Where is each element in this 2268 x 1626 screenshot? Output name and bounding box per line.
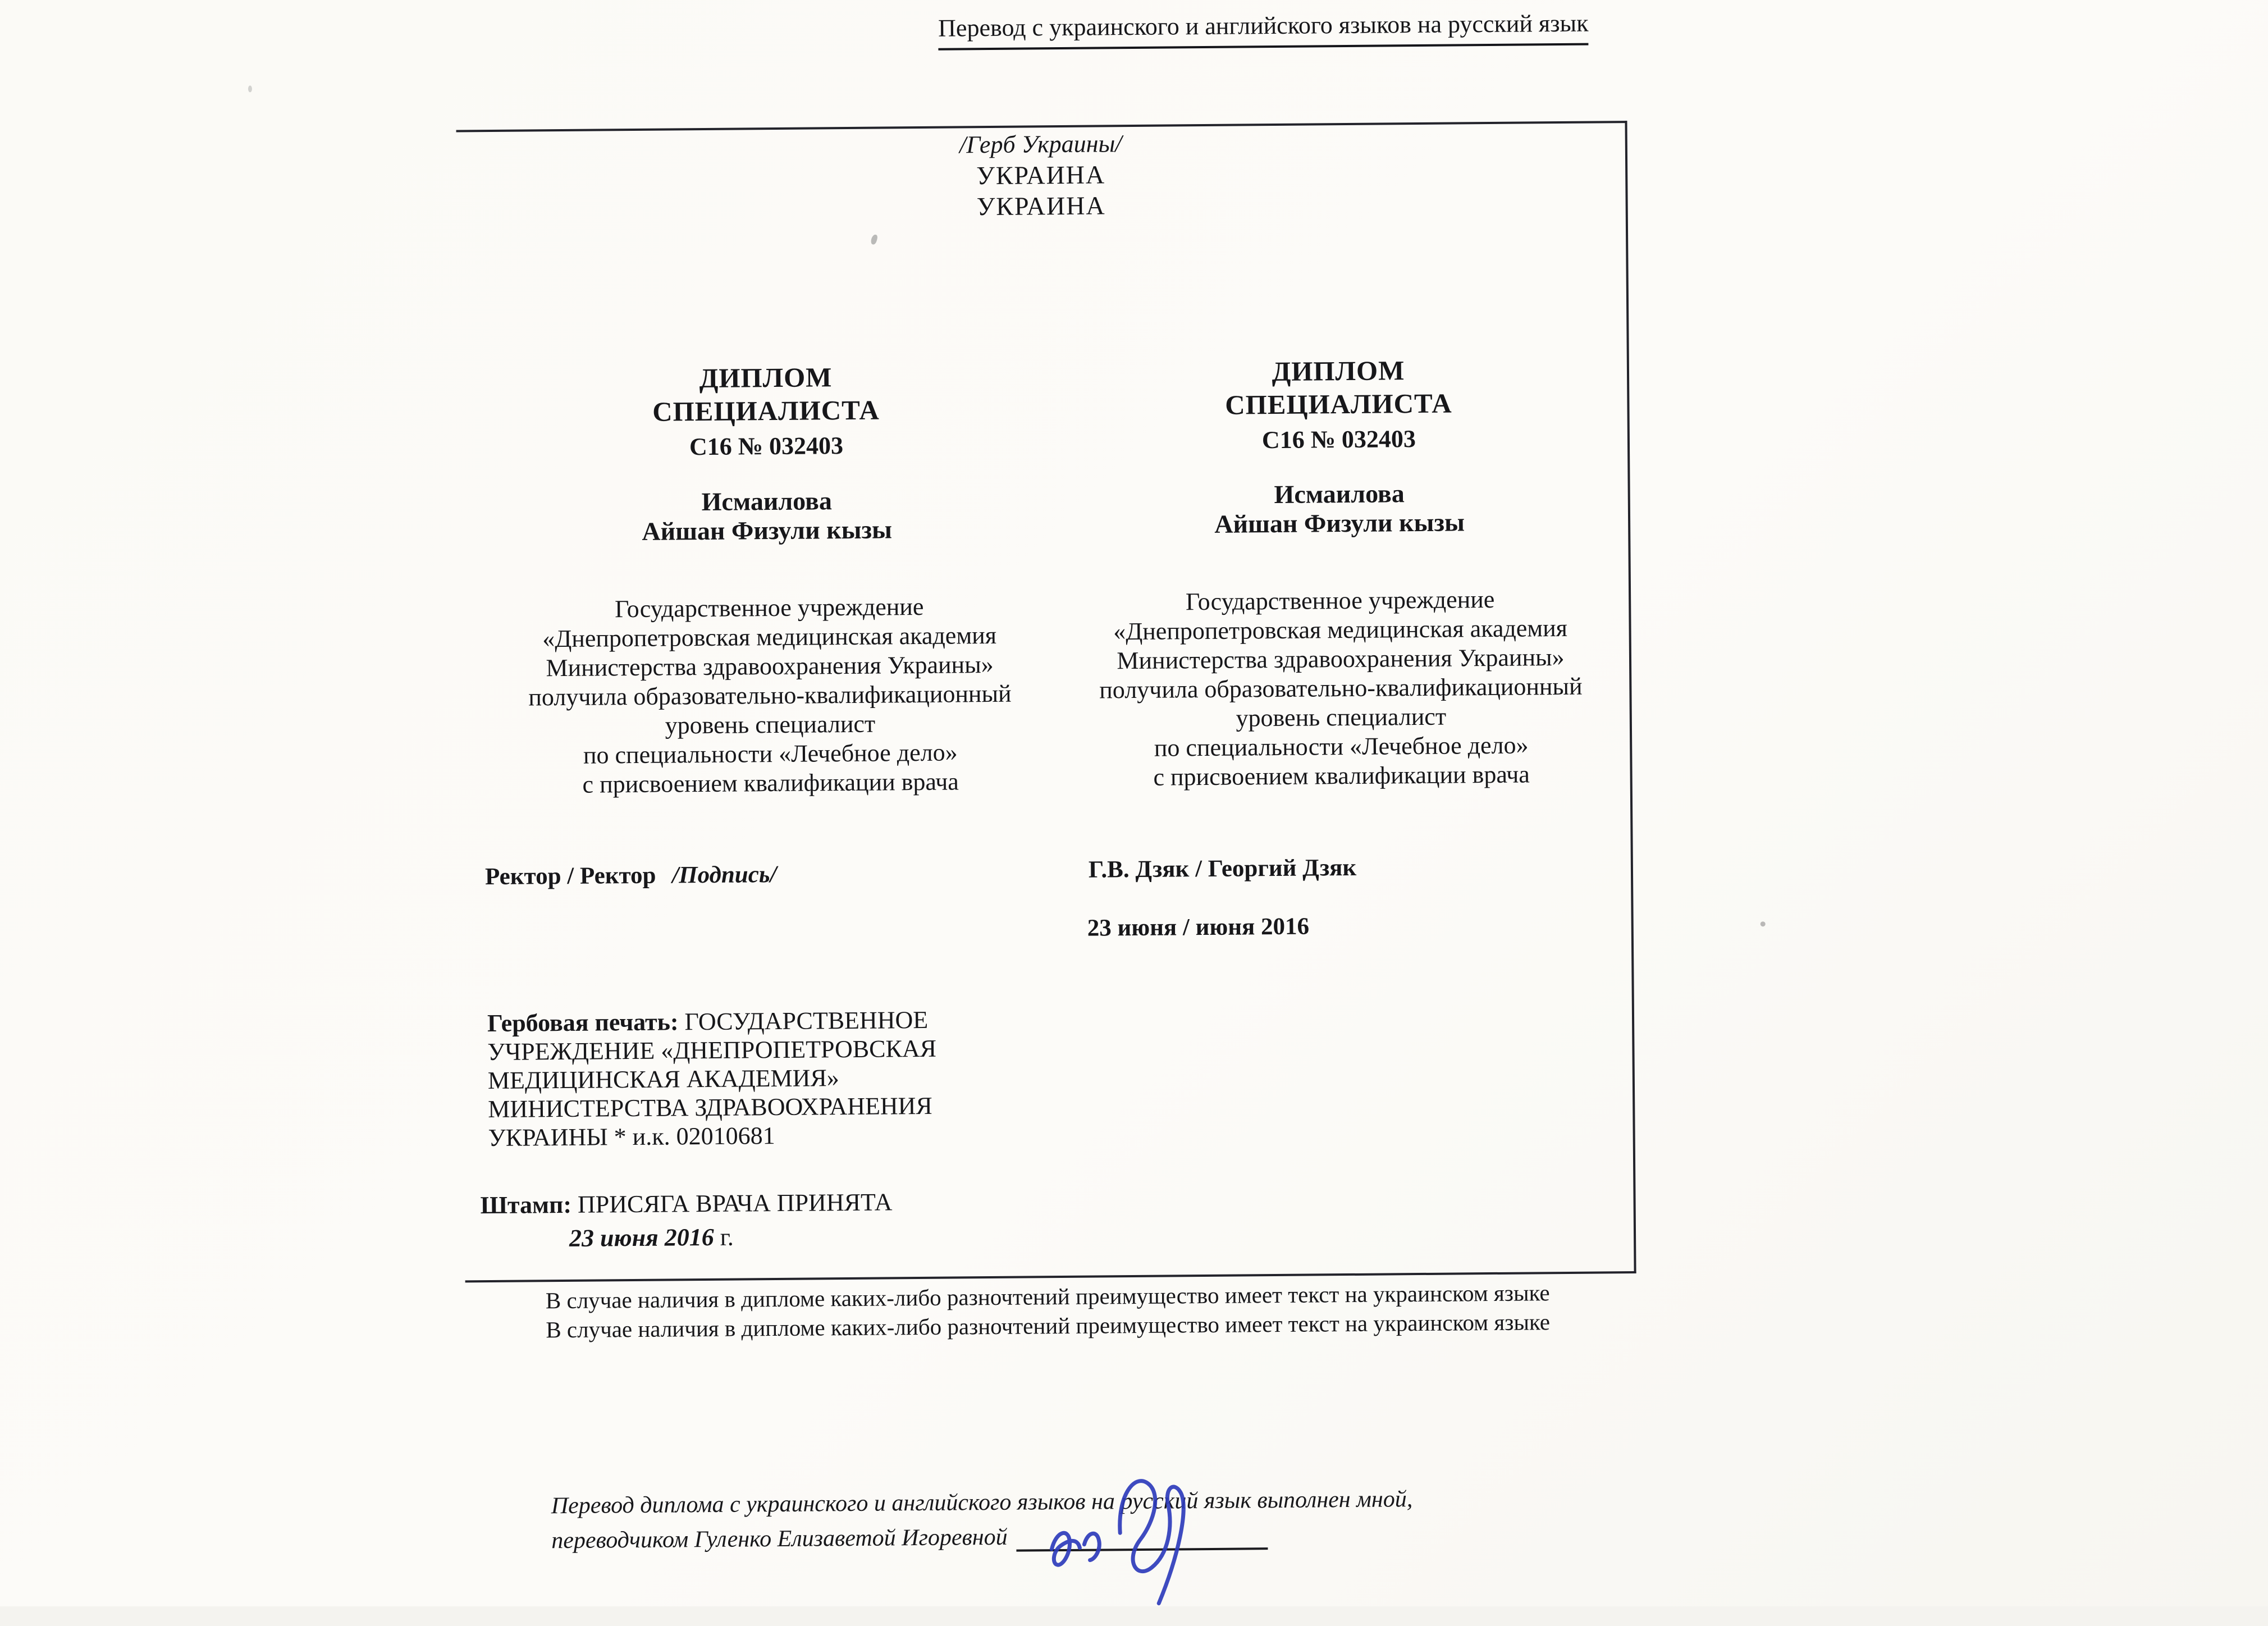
diploma-body-left	[516, 592, 1023, 800]
country-name-line2: УКРАИНА	[976, 191, 1106, 221]
signature-stroke	[1084, 1533, 1099, 1560]
body-line: получила образовательно-квалификационный	[1099, 672, 1583, 704]
body-line: «Днепропетровская медицинская академия	[542, 621, 997, 653]
diploma-number-right: С16 № 032403	[1261, 425, 1416, 454]
diploma-title-left-line2: СПЕЦИАЛИСТА	[652, 394, 880, 427]
diploma-title-right-line1: ДИПЛОМ	[1272, 355, 1405, 387]
holder-surname-right: Исмаилова	[1274, 479, 1405, 509]
rector-name-right: Г.В. Дзяк / Георгий Дзяк	[1088, 854, 1357, 883]
translator-signature-ink	[1035, 1447, 1261, 1618]
holder-surname-left: Исмаилова	[701, 486, 833, 517]
country-name-line1: УКРАИНА	[976, 160, 1106, 190]
body-line: по специальности «Лечебное дело»	[1154, 731, 1529, 762]
stamp-text: ПРИСЯГА ВРАЧА ПРИНЯТА	[577, 1188, 893, 1218]
body-line: Государственное учреждение	[1185, 585, 1495, 616]
body-line: «Днепропетровская медицинская академия	[1113, 614, 1568, 646]
diploma-number-left: С16 № 032403	[689, 432, 844, 461]
seal-line1-text: ГОСУДАРСТВЕННОЕ	[684, 1006, 929, 1036]
holder-givenname-left: Айшан Физули кызы	[642, 515, 893, 546]
signature-stroke	[1119, 1481, 1184, 1604]
seal-line5: УКРАИНЫ * и.к. 02010681	[488, 1122, 775, 1152]
body-line: с присвоением квалификации врача	[1153, 760, 1530, 791]
stamp-date: 23 июня 2016	[569, 1223, 714, 1252]
seal-line3: МЕДИЦИНСКАЯ АКАДЕМИЯ»	[487, 1064, 839, 1095]
diploma-title-right-line2: СПЕЦИАЛИСТА	[1224, 387, 1452, 421]
stamp-date-suffix: г.	[720, 1223, 734, 1251]
signature-placeholder-note: /Подпись/	[672, 861, 777, 889]
signature-stroke	[1051, 1533, 1080, 1565]
scan-speck	[248, 85, 252, 92]
diploma-title-left	[519, 359, 1013, 430]
diploma-body-right	[1087, 584, 1594, 793]
seal-line1	[487, 1004, 1138, 1038]
seal-transcription	[487, 1004, 1140, 1152]
translation-direction-header: Перевод с украинского и английского языков на русский язык	[938, 9, 1589, 51]
seal-line4: МИНИСТЕРСТВА ЗДРАВООХРАНЕНИЯ	[488, 1091, 932, 1123]
body-line: получила образовательно-квалификационный	[528, 679, 1012, 711]
seal-line2: УЧРЕЖДЕНИЕ «ДНЕПРОПЕТРОВСКАЯ	[487, 1034, 937, 1066]
translator-statement-line2: переводчиком Гуленко Елизаветой Игоревной	[551, 1524, 1008, 1554]
scan-speck	[1761, 921, 1766, 926]
discrepancy-disclaimer-line1: В случае наличия в дипломе каких-либо разночтений преимущество имеет текст на украинском языке	[545, 1280, 1550, 1314]
diploma-title-right	[1091, 353, 1586, 423]
body-line: Министерства здравоохранения Украины»	[546, 650, 994, 682]
stamp-transcription	[480, 1187, 892, 1220]
holder-givenname-right: Айшан Физули кызы	[1214, 508, 1465, 538]
stamp-label: Штамп:	[480, 1190, 572, 1220]
rector-label: Ректор / Ректор	[484, 862, 656, 890]
body-line: уровень специалист	[1236, 702, 1447, 732]
body-line: уровень специалист	[665, 710, 876, 739]
issue-date-right: 23 июня / июня 2016	[1087, 913, 1310, 942]
body-line: Министерства здравоохранения Украины»	[1117, 643, 1565, 675]
translator-statement-line1: Перевод диплома с украинского и английского языков на русский язык выполнен мной,	[551, 1486, 1413, 1519]
rector-signature-line-left	[485, 861, 777, 890]
seal-label: Гербовая печать:	[487, 1008, 679, 1038]
holder-name-right	[1092, 478, 1586, 540]
body-line: с присвоением квалификации врача	[582, 768, 959, 798]
body-line: Государственное учреждение	[614, 592, 924, 623]
coat-of-arms-note: /Герб Украины/	[959, 130, 1122, 159]
holder-name-left	[520, 485, 1014, 547]
stamp-date-line	[569, 1223, 734, 1253]
diploma-title-left-line1: ДИПЛОМ	[699, 362, 833, 394]
body-line: по специальности «Лечебное дело»	[583, 738, 958, 769]
discrepancy-disclaimer-line2: В случае наличия в дипломе каких-либо разночтений преимущество имеет текст на украинском языке	[546, 1309, 1551, 1343]
